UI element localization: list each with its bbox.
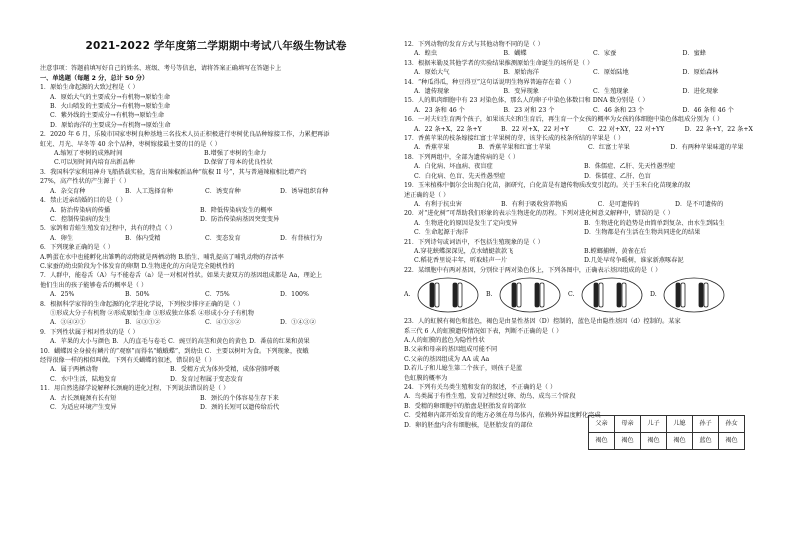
table-header-cell: 孙女 — [719, 416, 745, 433]
text-line: 16．一对夫妇生育两个孩子，如果该夫妇和生育后，再生育一个女孩的概率为女孩的体细胞中染色体组成分别为（ ） — [404, 116, 724, 124]
option-row — [404, 68, 762, 77]
text-line: 9．下列性状属于相对性状的是（ ） — [40, 328, 139, 336]
option-row — [404, 172, 762, 181]
text-line: 23．人的虹膜有褐色和蓝色，褐色是由显性基因（D）控制的，蓝色是由隐性基因（d）控制的。某家 — [404, 318, 681, 326]
chromosome — [681, 283, 685, 307]
option-row — [40, 365, 392, 374]
option-row — [40, 375, 392, 384]
option-row — [404, 49, 762, 58]
text-line: 17．香蕉苹果的枝条嫁接红富士苹果树的芽，该芽长成的枝条所结的苹果是（ ） — [404, 135, 625, 143]
option-text: D．是不可遗传的 — [675, 200, 724, 208]
option-text: D．有背核行为 — [280, 234, 323, 242]
option-text: A．蝗虫 — [414, 50, 438, 58]
text-line: 经得很像一样的相似叫做。下列有关蝴蝶的叙述，错误的是（ ） — [40, 357, 216, 364]
text-line: 4．禁止近亲结婚的目的是（ ） — [40, 197, 127, 205]
option-row — [404, 143, 762, 152]
figure-option — [650, 277, 726, 313]
option-text: B．50% — [125, 291, 150, 299]
option-text: C．水中生活，陆地发育 — [50, 375, 117, 383]
option-text: D．生物都是有生活在生物共同进化的结果 — [584, 229, 701, 237]
option-row — [404, 106, 762, 115]
option-text: A．香蕉苹果 — [414, 144, 450, 152]
text-line: 10．蝴蝶因全身披有鳞片的“观察”而得名“蛾蛾蝶”，到幼虫 C．主要以树叶为食。下列现象，夜蛾 — [40, 347, 309, 355]
family-eye-color-table — [588, 415, 745, 450]
chromosome — [676, 283, 680, 307]
figure-option-label: C. — [568, 291, 575, 299]
right-column — [404, 40, 762, 430]
option-text: D．侏儒症、乙肝、色盲 — [584, 172, 651, 180]
cell-outline — [664, 278, 724, 312]
left-questions — [40, 64, 392, 412]
option-text: D．原始森林 — [682, 69, 719, 77]
text-line: 5．家鸽和青蛙生殖发育过程中，共有的特点（ ） — [40, 225, 176, 233]
text-line: 20．对“进化树”可帮助我们形象的表示生物进化的历程。下列对进化树意义解释中，错误的是（ ） — [404, 210, 674, 218]
text-line: 11．用自然选择学说解释长颈鹿的进化过程，下列说法错误的是（ ） — [40, 385, 230, 393]
option-text: B．有利于吸收营养物质 — [501, 200, 568, 208]
chromosome — [430, 283, 434, 307]
option-text: B．22 对+X，22 对+Y — [501, 125, 569, 133]
text-line: 虹光、月光、早冬等 40 余个品种，枣树嫁接最主要的目的是（ ） — [40, 140, 221, 148]
option-text: A．③④②① — [50, 319, 86, 327]
text-line: 27%，高产性状的产生源于（ ） — [40, 178, 130, 186]
option-text: D．有两种苹果味道的苹果 — [670, 144, 744, 152]
chromosome — [512, 283, 516, 307]
option-text: A．原始大气 — [414, 69, 450, 77]
option-row — [40, 290, 392, 299]
figure-option-label: A. — [404, 291, 411, 299]
option-text: A．22 条+X，22 条+Y — [414, 125, 482, 133]
table-value-row — [589, 433, 745, 450]
option-text: A.穿花蛱蝶深深见，点水蜻蜓款款飞 — [414, 247, 514, 255]
option-text: C．46 条和 23 个 — [592, 106, 645, 114]
option-row — [404, 125, 762, 134]
text-line: 12．下列动物的发育方式与其他动物不同的是（ ） — [404, 41, 544, 48]
text-line: 15．人的肌肉细胞中有 23 对染色体，那么人的卵子中染色体数目和 DNA 数分别是（ ） — [404, 97, 649, 105]
option-text: A．防治传染病的传播 — [50, 206, 111, 214]
option-text: D．发育过程属于变态发育 — [170, 375, 244, 383]
option-text: A．遗传现象 — [414, 88, 450, 96]
table-header-cell: 父亲 — [589, 416, 615, 433]
option-text: C．是可遗传的 — [597, 200, 640, 208]
text-line: 6．下列现象正确的是（ ） — [40, 244, 114, 252]
text-line: B．火山喷发的主要成分→有机物→原始生命 — [50, 103, 171, 111]
section-heading: 一、单选题（每题 2 分，总计 50 分） — [40, 74, 149, 82]
option-row — [40, 158, 392, 167]
option-text: D.几处早莺争暖树，谁家新燕啄春泥 — [584, 257, 684, 265]
figure-option — [486, 277, 562, 313]
table-header-row — [589, 416, 745, 433]
option-text: B．变异现象 — [503, 88, 539, 96]
option-text: C．22 对+XY，22 对+YY — [588, 125, 665, 133]
option-text: B.螳螂捕蝉，黄雀在后 — [584, 247, 647, 255]
option-text: C．生殖现象 — [592, 88, 629, 96]
text-line: 述正确的是（ ） — [404, 191, 450, 199]
option-text: B．颈长的个体容易生存下来 — [200, 394, 279, 402]
chromosome — [535, 283, 539, 307]
table-cell: 褐色 — [719, 433, 745, 450]
chromosome — [622, 283, 626, 307]
option-text: D．100% — [280, 291, 309, 299]
table-cell: 褐色 — [667, 433, 693, 450]
text-line: 19．玉米植株中偶尔会出现白化苗，据研究，白化苗是有遗传物质改变引起的。关于玉米白化苗现象的叙 — [404, 182, 691, 190]
text-line: A．鸟类属于有性生殖，发育过程经过卵、幼鸟、成鸟三个阶段 — [404, 393, 576, 401]
text-line: 2．2020 年 6 月，乐陵市国家枣树良种基地三名技术人员正积极进行枣树优良品种嫁接工作，力累把再添 — [40, 131, 330, 139]
table-header-cell: 儿子 — [641, 416, 667, 433]
option-row — [40, 318, 392, 327]
cell-diagram — [662, 277, 726, 313]
option-text: A．古长颈鹿颈有长有短 — [50, 394, 117, 402]
option-row — [40, 149, 392, 158]
question-22-figure — [404, 276, 762, 314]
option-text: B．蝴蝶 — [503, 50, 527, 58]
option-row — [404, 87, 762, 96]
figure-option — [568, 277, 644, 313]
table-header-cell: 母亲 — [615, 416, 641, 433]
option-text: C．控制传染病的发生 — [50, 215, 111, 223]
option-text: D．防治传染病基因突变变异 — [200, 215, 280, 223]
option-text: D．蜜蜂 — [682, 50, 706, 58]
text-line: 1．原始生命起源的大致过程是（ ） — [40, 84, 139, 92]
option-text: A．生物进化的原因是发生了定向变异 — [414, 219, 518, 227]
option-row — [404, 200, 762, 209]
text-line: 他们生出的孩子能够卷舌的概率是（ ） — [40, 281, 148, 289]
option-text: A．25% — [50, 291, 75, 299]
text-line: A.鸭蛋在水中也能孵化出雏鸭的动物就是两栖动物 B.胎生、哺乳提高了哺乳动物的存活率 — [40, 253, 284, 261]
option-row — [40, 215, 392, 224]
option-text: A．白化病、坏血病、夜盲症 — [414, 163, 493, 171]
option-text: C.可以短时间内培育出新品种 — [54, 159, 135, 167]
option-text: C．生命起源于海洋 — [414, 229, 469, 237]
option-text: C．④①③② — [205, 319, 241, 327]
option-text: D．诱导组织育种 — [280, 187, 329, 195]
chromosome — [435, 283, 439, 307]
cell-diagram — [498, 277, 562, 313]
text-line: C．受精卵内部开始发育的地方必须在母鸟体内，依赖外界温度孵化完成 — [404, 412, 601, 420]
text-line: C．紫外线的主要成分→有机物→原始生命 — [50, 112, 165, 120]
option-text: A.缩短了枣树的成熟时间 — [54, 150, 123, 158]
option-text: C．75% — [205, 291, 230, 299]
option-text: C．诱变育种 — [205, 187, 241, 195]
option-text: B．23 对和 23 个 — [503, 106, 555, 114]
option-row — [404, 219, 762, 228]
text-line: B．受精的卵细胞中的胎盘是胚胎发育的部位 — [404, 402, 527, 410]
text-line: D.若儿子和儿媳生第二个孩子，则孩子是蓝 — [404, 365, 523, 373]
text-line: A.人的虹膜的蓝色为隐性性状 — [404, 336, 485, 344]
option-text: A．杂交育种 — [50, 187, 86, 195]
cell-diagram — [580, 277, 644, 313]
option-row — [40, 206, 392, 215]
option-text: C.稻花香里说丰年，听取蛙声一片 — [414, 257, 508, 265]
option-text: B．体内受精 — [125, 234, 161, 242]
option-text: C．红富士苹果 — [588, 144, 630, 152]
option-text: C．变态发育 — [205, 234, 241, 242]
option-row — [404, 247, 762, 256]
figure-option-label: B. — [486, 291, 493, 299]
text-line: 24．下列有关鸟类生殖和发育的叙述，不正确的是（ ） — [404, 384, 557, 391]
text-line: C.家蚕的幼虫阶段为个体发育的卵期 D.生物进化的方向是完全随机性的 — [40, 262, 235, 270]
option-text: D.保留了母本的优良性状 — [204, 159, 273, 167]
option-row — [40, 403, 392, 412]
option-text: A．属于两栖动物 — [50, 366, 98, 374]
right-questions-bottom — [404, 317, 762, 430]
figure-option — [404, 277, 480, 313]
cell-diagram — [416, 277, 480, 313]
option-text: C．为适应环境产生变异 — [50, 404, 117, 412]
chromosome — [704, 283, 708, 307]
option-row — [40, 394, 392, 403]
option-row — [40, 187, 392, 196]
text-line: 7．人群中，能卷舌（A）与不能卷舌（a）是一对相对性状。如果夫妻双方的基因组成都是 Aa，理论上 — [40, 272, 323, 280]
text-line: 注意事项：答题前填写好自己的姓名、班级、考号等信息，请将答案正确填写在答题卡上 — [40, 65, 282, 73]
cell-outline — [582, 278, 642, 312]
text-line: A．原始大气的主要成分→有机物→原始生命 — [50, 93, 171, 101]
text-line: 13．根据米勒及其他学者的实验结果推测原始生命诞生的场所是（ ） — [404, 59, 594, 67]
option-text: A．有利于抗虫害 — [414, 200, 462, 208]
chromosome — [453, 283, 457, 307]
option-row — [404, 228, 762, 237]
option-text: B．侏儒症、乙肝、先天性愚型症 — [584, 163, 676, 171]
option-text: B．人工选择育种 — [125, 187, 173, 195]
page-title: 2021-2022 学年度第二学期期中考试八年级生物试卷 — [85, 40, 347, 52]
option-text: B．生物进化的趋势是由简单到复杂、由水生到陆生 — [584, 219, 725, 227]
option-text: C．原始陆地 — [592, 69, 629, 77]
option-text: B．降低传染病发生的概率 — [200, 206, 273, 214]
option-text: B．受精方式为体外受精，成体营肺呼吸 — [170, 366, 280, 374]
chromosome — [617, 283, 621, 307]
text-line: 21．下列诗句或词语中，不包括生殖现象的是（ ） — [404, 238, 544, 246]
option-text: D．46 条和 46 个 — [682, 106, 734, 114]
right-questions-top — [404, 40, 762, 275]
text-line: B.父亲和母亲的基因组成可能不同 — [404, 346, 498, 354]
text-line: C.父亲的基因组成为 AA 或 Aa — [404, 355, 490, 363]
text-line: 14．“种瓜得瓜，种豆得豆”这句话说明生物界普遍存在着（ ） — [404, 78, 575, 86]
option-text: C．白化病、色盲、先天性愚型症 — [414, 172, 506, 180]
left-column — [40, 0, 392, 412]
option-text: A．23 条和 46 个 — [414, 106, 465, 114]
option-text: A．卵生 — [50, 234, 74, 242]
option-text: B．香蕉苹果和红富士苹果 — [478, 144, 551, 152]
chromosome — [517, 283, 521, 307]
chromosome — [594, 283, 598, 307]
table-cell: 褐色 — [589, 433, 615, 450]
option-row — [40, 234, 392, 243]
option-text: B．④③①② — [125, 319, 161, 327]
text-line: 18．下列两组中，全部为遗传病的是（ ） — [404, 153, 520, 161]
option-text: D．进化现象 — [682, 88, 719, 96]
cell-outline — [418, 278, 478, 312]
text-line: D．卵的胚盘内含有细胞核，是胚胎发育的部位 — [404, 421, 533, 429]
table-header-cell: 孙子 — [693, 416, 719, 433]
chromosome — [599, 283, 603, 307]
text-line: D．原始海洋的主要成分→有机物→原始生命 — [50, 121, 171, 129]
option-text: D．22 条+Y，22 条+X — [684, 125, 753, 133]
figure-option-label: D. — [650, 291, 657, 299]
option-text: B．原始海洋 — [503, 69, 539, 77]
option-text: C．家蚕 — [592, 50, 617, 58]
cell-outline — [500, 278, 560, 312]
text-line: A．苹果的大小与颜色 B．人的直毛与卷毛 C．豌豆的高茎和黄色的黄色 D．番茄的红果和黄果 — [50, 338, 310, 346]
text-line: ①形成大分子有机物 ②形成原始生命 ③形成独立体系 ④形成小分子有机物 — [50, 309, 254, 317]
chromosome — [458, 283, 462, 307]
chromosome — [699, 283, 703, 307]
option-text: D．①④③② — [280, 319, 316, 327]
table-cell: 蓝色 — [693, 433, 719, 450]
chromosome — [540, 283, 544, 307]
option-row — [404, 162, 762, 171]
text-line: 8．根据科学家得的生命起源的化学进化学说，下列按步排序正确的是（ ） — [40, 300, 244, 308]
table-cell: 褐色 — [641, 433, 667, 450]
table-cell: 褐色 — [615, 433, 641, 450]
option-text: D．颈的长短可以遗传给后代 — [200, 404, 280, 412]
text-line: 22．某细胞中有两对基因，分别位于两对染色体上，下列各图中，正确表示基因组成的是（ ） — [404, 266, 662, 274]
option-row — [404, 256, 762, 265]
text-line: 系三代 6 人的虹膜遗传情况如下表，判断不正确的是（ ） — [404, 327, 563, 335]
text-line: 色虹膜的概率为 — [404, 374, 448, 382]
table-header-cell: 儿媳 — [667, 416, 693, 433]
text-line: 3．我国科学家利用神舟飞船搭载实验，选育出辣椒新品种“航椒 II 号”，其与普通辣椒相比增产约 — [40, 168, 307, 176]
option-text: B.增强了枣树的生命力 — [204, 150, 267, 158]
